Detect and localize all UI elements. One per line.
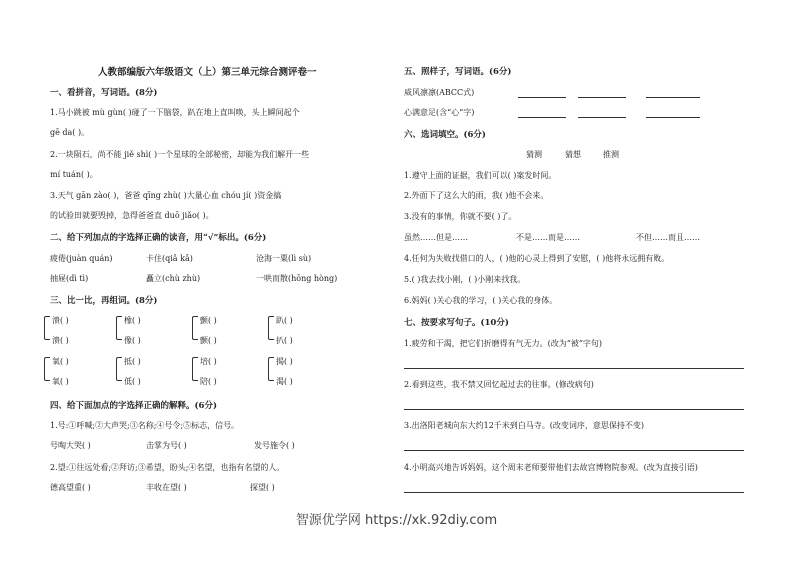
compare-word: 溃( )	[52, 336, 69, 345]
compare-word: 低( )	[124, 377, 141, 386]
footer-watermark: 智源优学网 https://xk.92diy.com	[295, 513, 498, 528]
s6-line: 6.妈妈( )关心我的学习，( )关心我的身体。	[404, 296, 558, 305]
bracket	[192, 357, 198, 381]
section-1-heading: 一、看拼音，写词语。(8分)	[50, 88, 158, 98]
section-5-heading: 五、照样子，写词语。(6分)	[404, 67, 512, 77]
s4-q1-item: 号啕大哭( )	[50, 441, 91, 450]
s6-line: 3.没有的事情，你就不要( )了。	[404, 212, 517, 221]
compare-word: 渴( )	[276, 377, 293, 386]
answer-line	[404, 492, 744, 493]
bracket	[268, 357, 274, 381]
connector: 虽然……但是……	[404, 233, 468, 242]
s7-item: 3.出洛阳老城向东大约12千米到白马寺。(改变词序，意思保持不变)	[404, 421, 645, 430]
s1-line: 1.马小跳被 mù gùn( )碰了一下脑袋，趴在地上直叫唤，头上瞬间起个	[50, 108, 300, 117]
compare-word: 颤( )	[200, 316, 217, 325]
s7-item: 2.看到这些，我不禁又回忆起过去的往事。(修改病句)	[404, 380, 594, 389]
compare-word: 溃( )	[52, 316, 69, 325]
word-choice: 猜测	[526, 150, 542, 159]
section-6-heading: 六、选词填空。(6分)	[404, 130, 486, 140]
answer-line	[404, 368, 744, 369]
compare-word: 培( )	[200, 357, 217, 366]
s4-q1-item: 击掌为号( )	[146, 441, 187, 450]
compare-word: 颤( )	[200, 336, 217, 345]
bracket	[192, 316, 198, 340]
compare-word: 氧( )	[52, 377, 69, 386]
bracket	[44, 357, 50, 381]
s1-line: gē da( )。	[50, 128, 90, 137]
compare-word: 橡( )	[124, 316, 141, 325]
bracket	[44, 316, 50, 340]
s5-example: 心满意足(含“心”字)	[404, 108, 475, 117]
s1-line: 的试验田就要毁掉，急得爸爸直 duō jiǎo( )。	[50, 211, 214, 220]
section-4-heading: 四、给下面加点的字选择正确的解释。(6分)	[50, 401, 217, 411]
s4-q2-item: 探望( )	[250, 483, 275, 492]
compare-word: 揭( )	[276, 357, 293, 366]
s6-line: 1.遵守上面的证据，我们可以( )案发时间。	[404, 171, 557, 180]
s5-example: 威风凛凛(ABCC式)	[404, 88, 475, 97]
s2-item: 矗立(chù zhù)	[146, 274, 201, 283]
answer-line	[518, 117, 566, 118]
compare-word: 抵( )	[124, 357, 141, 366]
answer-line	[578, 117, 626, 118]
s6-line: 2.外面下了这么大的雨，我( )他不会来。	[404, 191, 549, 200]
s2-item: 疲倦(juàn quán)	[50, 254, 113, 263]
s2-item: 沧海一粟(lì sù)	[256, 254, 312, 263]
connector: 不是……而是……	[516, 233, 580, 242]
compare-word: 扒( )	[276, 336, 293, 345]
page-title: 人教部编版六年级语文（上）第三单元综合测评卷一	[98, 67, 317, 78]
word-choice: 推测	[603, 150, 619, 159]
section-7-heading: 七、按要求写句子。(10分)	[404, 318, 509, 328]
s1-line: 2.一块陨石，尚不能 jiě shì( )一个星球的全部秘密，却能为我们解开一些	[50, 150, 310, 159]
s4-q2-item: 德高望重( )	[50, 483, 91, 492]
compare-word: 陪( )	[200, 377, 217, 386]
s2-item: 一哄而散(hōng hòng)	[256, 274, 338, 283]
s1-line: mí tuán( )。	[50, 170, 98, 179]
compare-word: 像( )	[124, 336, 141, 345]
bracket	[116, 316, 122, 340]
compare-word: 趴( )	[276, 316, 293, 325]
s2-item: 卡住(qiǎ kǎ)	[146, 254, 193, 263]
answer-line	[404, 409, 744, 410]
answer-line	[646, 97, 700, 98]
section-3-heading: 三、比一比，再组词。(8分)	[50, 296, 158, 306]
answer-line	[518, 97, 566, 98]
bracket	[116, 357, 122, 381]
s2-item: 抽屉(dì tì)	[50, 274, 89, 283]
compare-word: 氧( )	[52, 357, 69, 366]
s4-q2: 2.望:①往远处看;②拜访;③希望，盼头;④名望，也指有名望的人。	[50, 463, 285, 472]
s6-line: 5.( )我去找小刚，( )小刚来找我。	[404, 275, 526, 284]
connector: 不但……而且……	[636, 233, 700, 242]
bracket	[268, 316, 274, 340]
s6-line: 4.任何为失败找借口的人，( )他的心灵上得到了安慰，( )他将永远拥有败。	[404, 254, 670, 263]
s4-q1: 1.号:①呼喊;②大声哭;③名称;④号令;⑤标志，信号。	[50, 421, 240, 430]
s7-item: 4.小明高兴地告诉妈妈，这个周末老师要带他们去故宫博物院参观。(改为直接引语)	[404, 463, 698, 472]
s4-q2-item: 丰收在望( )	[146, 483, 187, 492]
answer-line	[646, 117, 700, 118]
s7-item: 1.疲劳和干渴，把它们折磨得有气无力。(改为“被”字句)	[404, 339, 603, 348]
word-choice: 猜想	[565, 150, 581, 159]
s1-line: 3.天气 gān zào( )，爸爸 qīng zhù( )大量心血 chóu jí( )资金搞	[50, 191, 282, 200]
answer-line	[578, 97, 626, 98]
answer-line	[404, 450, 744, 451]
section-2-heading: 二、给下列加点的字选择正确的读音，用“√”标出。(6分)	[50, 233, 267, 243]
s4-q1-item: 发号施令( )	[254, 441, 295, 450]
